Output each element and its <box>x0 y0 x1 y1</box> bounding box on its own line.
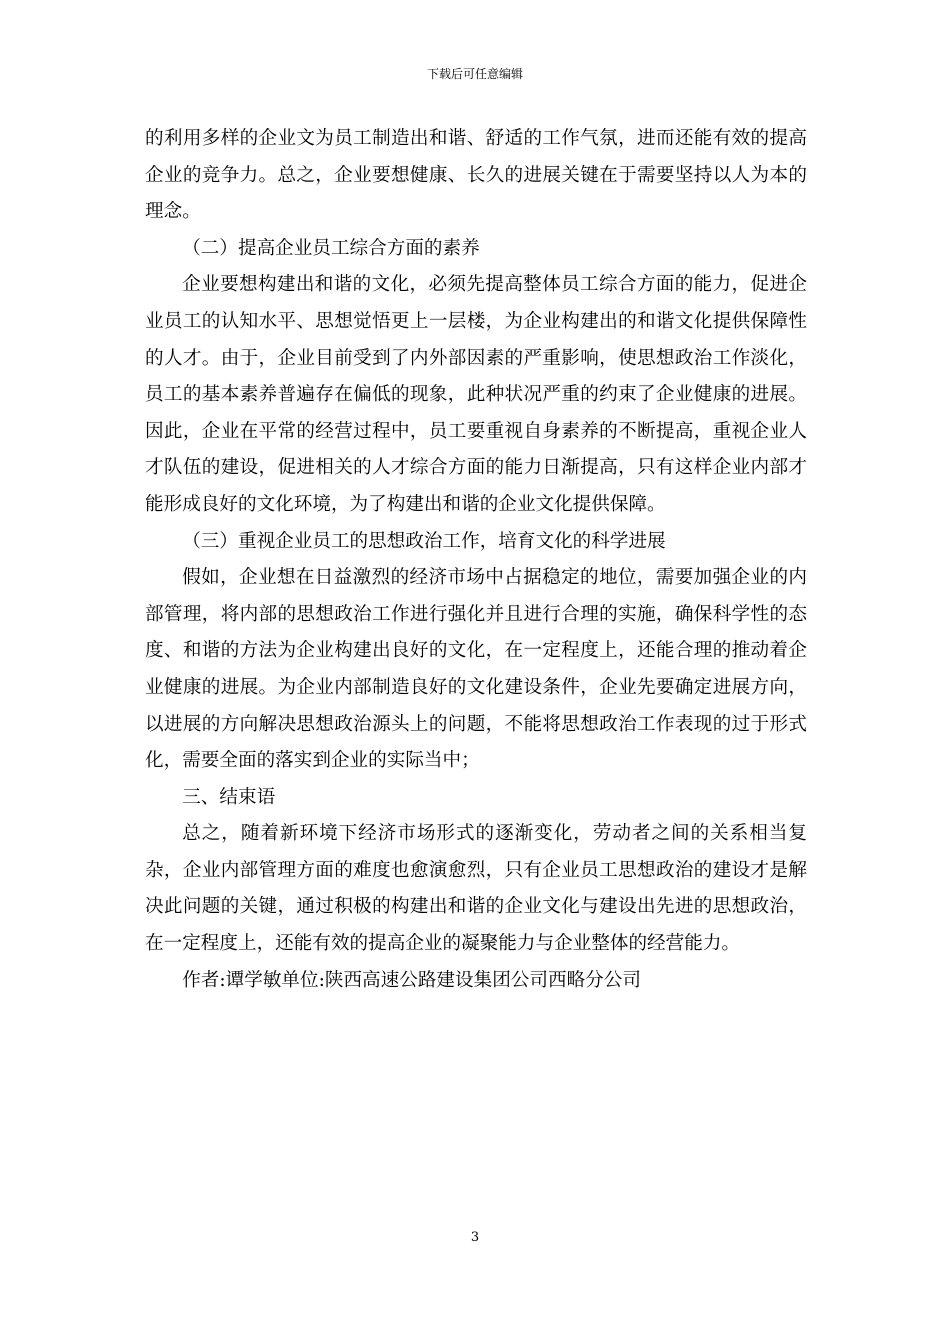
page-number: 3 <box>470 1230 480 1245</box>
section-heading-3: （三）重视企业员工的思想政治工作，培育文化的科学进展 <box>182 530 666 552</box>
paragraph-employee-quality: 企业要想构建出和谐的文化，必须先提高整体员工综合方面的能力，促进企业员工的认知水平、思想觉悟更上一层楼，为企业构建出的和谐文化提供保障性的人才。由于，企业目前受到了内外部因素的严重影响，使思想政治工作淡化，员工的基本素养普遍存在偏低的现象，此种状况严重的约束了企业健康的进展。因此，企业在平常的经营过程中，员工要重视自身素养的不断提高，重视企业人才队伍的建设，促进相关的人才综合方面的能力日渐提高，只有这样企业内部才能形成良好的文化环境，为了构建出和谐的企业文化提供保障。 <box>145 274 807 515</box>
paragraph-conclusion: 总之，随着新环境下经济市场形式的逐渐变化，劳动者之间的关系相当复杂，企业内部管理方面的难度也愈演愈烈，只有企业员工思想政治的建设才是解决此问题的关键，通过积极的构建出和谐的企业文化与建设出先进的思想政治，在一定程度上，还能有效的提高企业的凝聚能力与企业整体的经营能力。 <box>145 823 807 955</box>
paragraph-political-work: 假如，企业想在日益激烈的经济市场中占据稳定的地位，需要加强企业的内部管理，将内部的思想政治工作进行强化并且进行合理的实施，确保科学性的态度、和谐的方法为企业构建出良好的文化，在一定程度上，还能合理的推动着企业健康的进展。为企业内部制造良好的文化建设条件，企业先要确定进展方向，以进展的方向解决思想政治源头上的问题，不能将思想政治工作表现的过于形式化，需要全面的落实到企业的实际当中； <box>145 567 807 772</box>
page-header-note: 下载后可任意编辑 <box>426 67 523 81</box>
conclusion-heading: 三、结束语 <box>182 786 276 808</box>
section-heading-2: （二）提高企业员工综合方面的素养 <box>182 237 480 259</box>
paragraph-continued: 的利用多样的企业文为员工制造出和谐、舒适的工作气氛，进而还能有效的提高企业的竞争力。总之，企业要想健康、长久的进展关键在于需要坚持以人为本的理念。 <box>145 128 807 223</box>
author-affiliation: 作者:谭学敏单位:陕西高速公路建设集团公司西略分公司 <box>182 969 641 991</box>
document-body <box>145 121 807 999</box>
